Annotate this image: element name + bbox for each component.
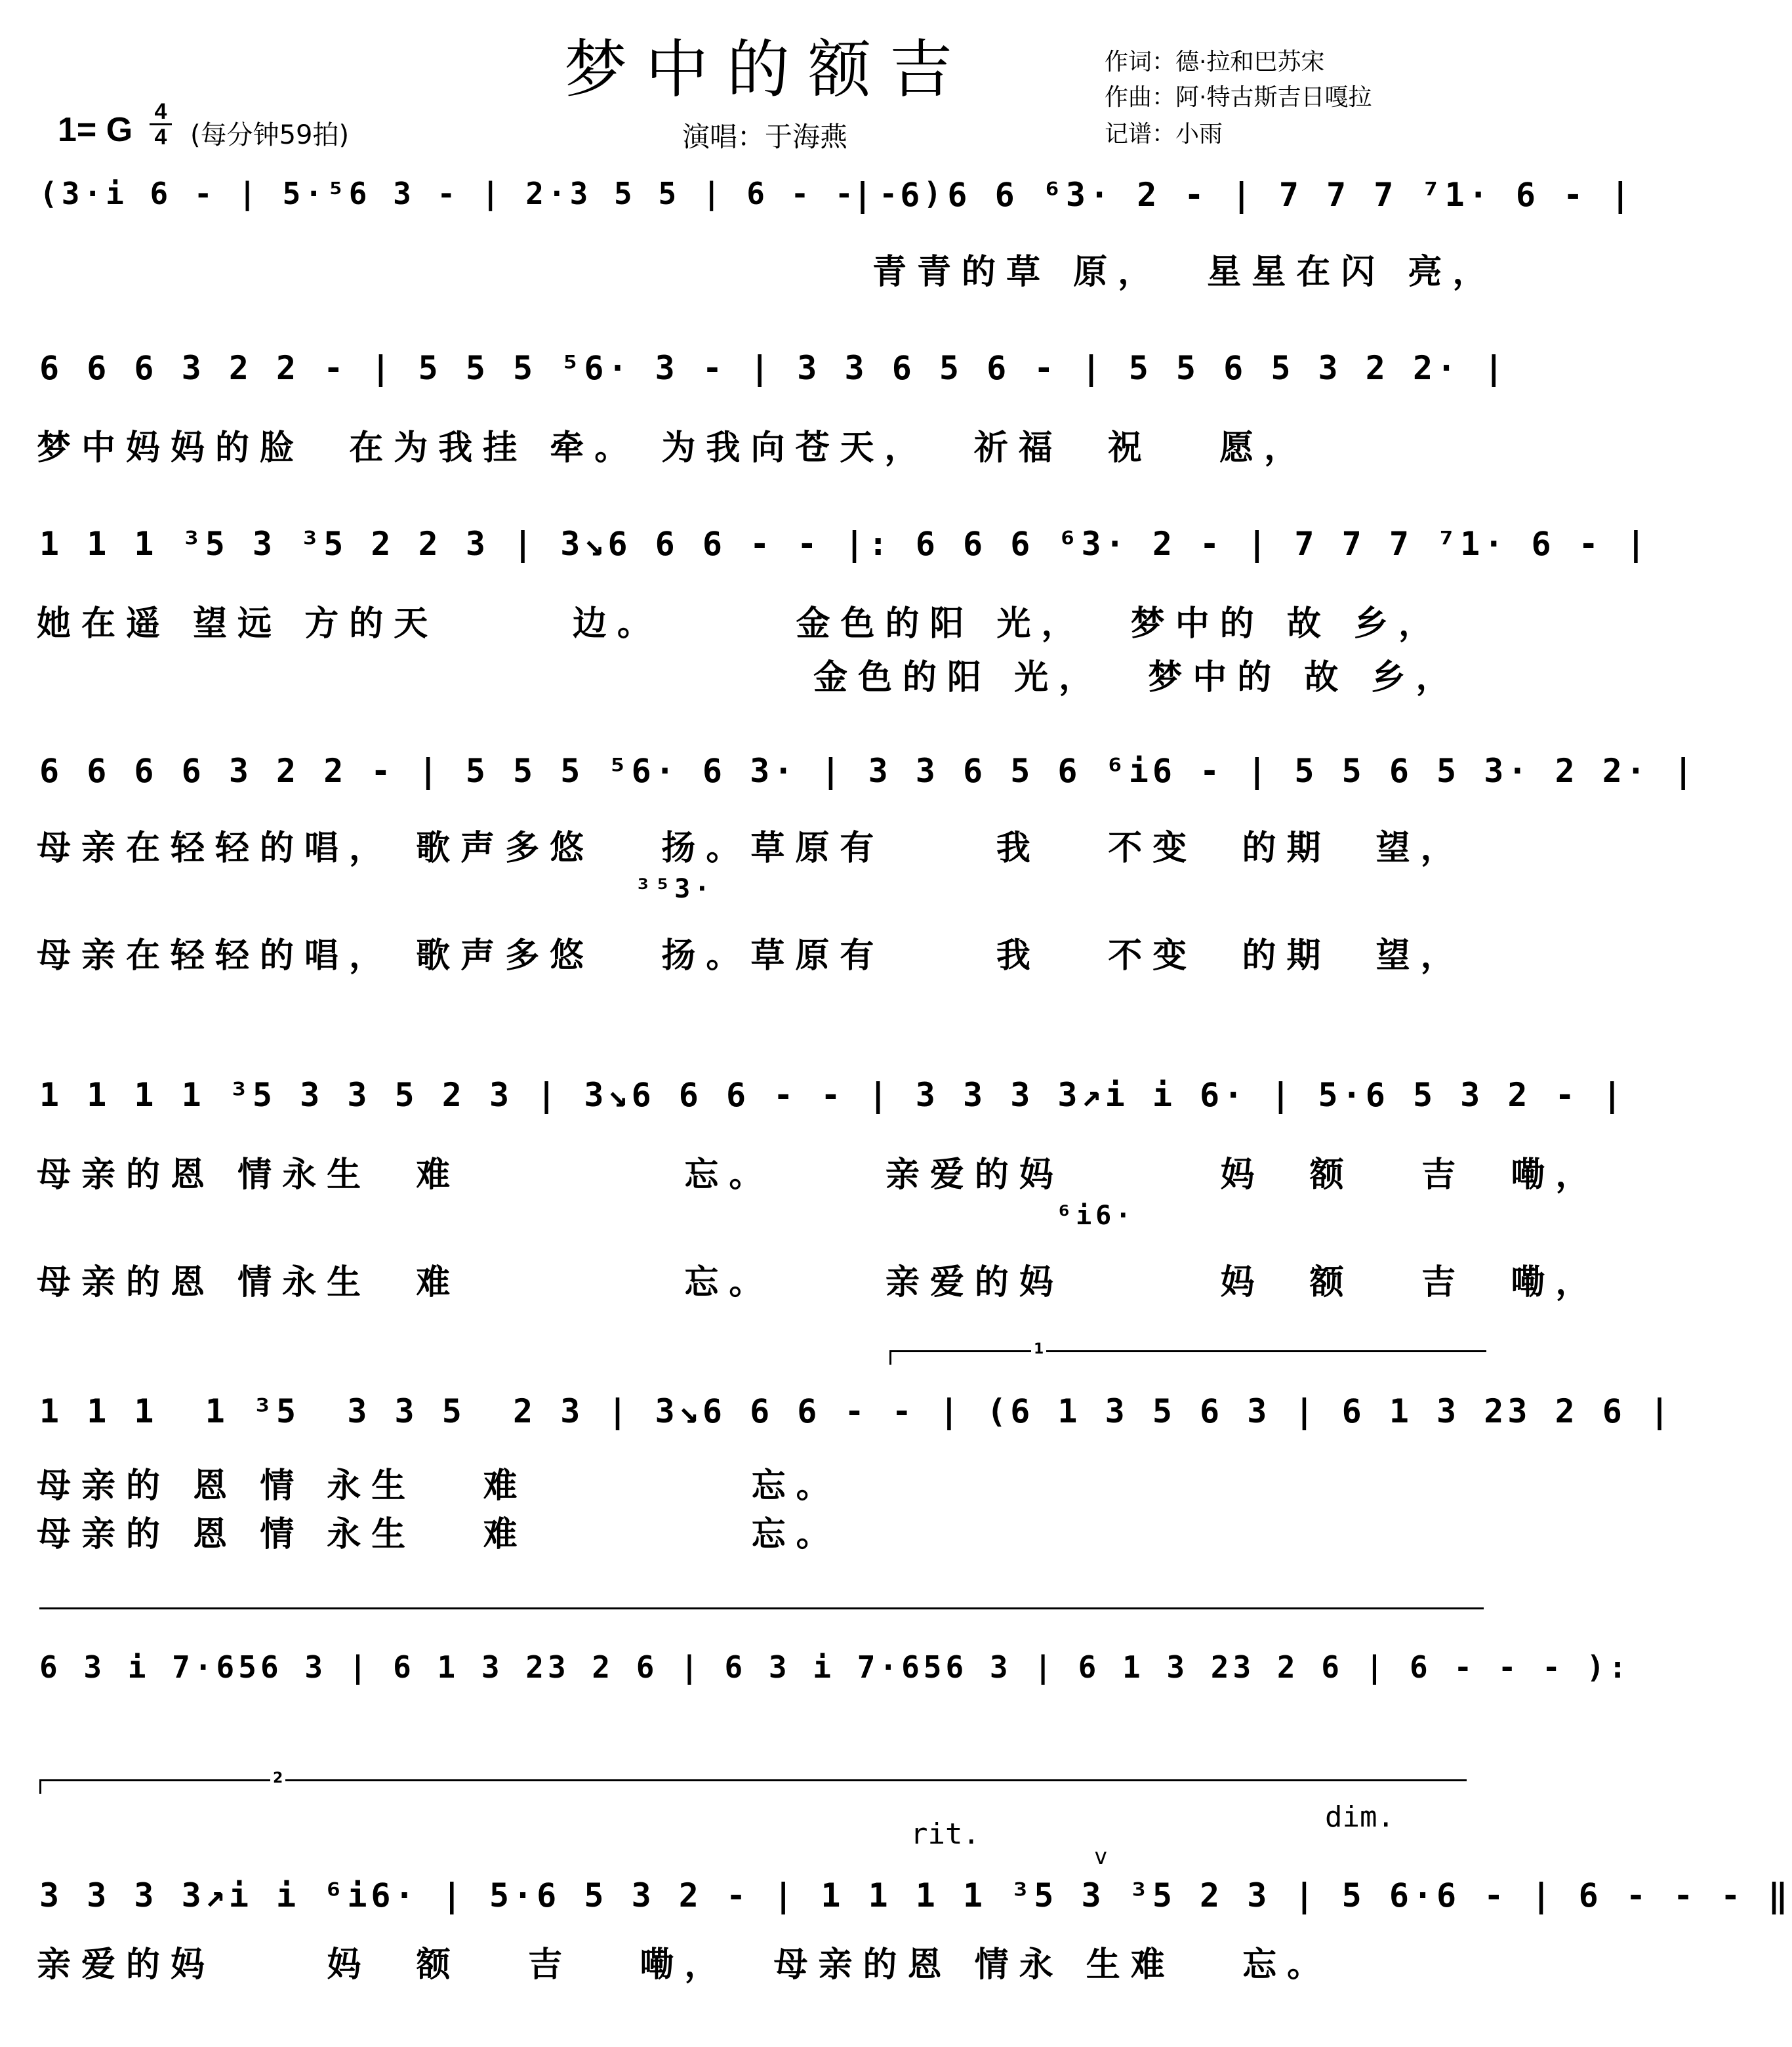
- diminuendo-marking: dim.: [1325, 1800, 1395, 1834]
- ritardando-marking: rit.: [910, 1817, 980, 1851]
- row8-melody: 3 3 3 3↗i i ⁶i6· | 5·6 5 3 2 - | 1 1 1 1 ³5 3 ³5 2 3 | 5 6·6 - | 6 - - - ‖: [39, 1876, 1792, 1914]
- row3-lyric-verse1: 她在遥 望远 方的天 边。 金色的阳 光， 梦中的 故 乡，: [37, 604, 1443, 644]
- time-signature-top: 4: [154, 99, 167, 124]
- row4-lyric-verse1: 母亲在轻轻的唱， 歌声多悠 扬。草原有 我 不变 的期 望，: [37, 829, 1465, 868]
- intro-notes: (3·i 6 - | 5·⁵6 3 - | 2·3 5 5 | 6 - - - ): [39, 176, 946, 211]
- volta-2-tick: [39, 1779, 41, 1794]
- breath-mark: v: [1094, 1844, 1108, 1870]
- key-signature: 1= G: [58, 111, 133, 149]
- row4-alternate-note: ³⁵3·: [635, 874, 714, 904]
- row1-lyric: 青青的草 原， 星星在闪 亮，: [872, 253, 1497, 292]
- row4-lyric-verse2: 母亲在轻轻的唱， 歌声多悠 扬。草原有 我 不变 的期 望，: [37, 936, 1465, 976]
- row3-melody: 1 1 1 ³5 3 ³5 2 2 3 | 3↘6 6 6 - - |: 6 6 6 ⁶3· 2 - | 7 7 7 ⁷1· 6 - |: [39, 525, 1650, 563]
- row5-melody: 1 1 1 1 ³5 3 3 5 2 3 | 3↘6 6 6 - - | 3 3 3 3↗i i 6· | 5·6 5 3 2 - |: [39, 1076, 1626, 1114]
- row2-lyric: 梦中妈妈的脸 在为我挂 牵。 为我向苍天， 祈福 祝 愿，: [37, 428, 1309, 468]
- row4-melody: 6 6 6 6 3 2 2 - | 5 5 5 ⁵6· 6 3· | 3 3 6 5 6 ⁶i6 - | 5 5 6 5 3· 2 2· |: [39, 752, 1698, 790]
- composer-credit: 作曲：阿·特古斯吉日嘎拉: [1105, 84, 1372, 111]
- row2-melody: 6 6 6 3 2 2 - | 5 5 5 ⁵6· 3 - | 3 3 6 5 6 - | 5 5 6 5 3 2 2· |: [39, 349, 1508, 387]
- tempo-marking: (每分钟59拍): [190, 120, 350, 150]
- singer-credit: 演唱：于海燕: [682, 121, 848, 153]
- row5-lyric-verse2: 母亲的恩 情永生 难 忘。 亲爱的妈 妈 额 吉 嘞，: [37, 1263, 1600, 1302]
- row6-melody: 1 1 1 1 ³5 3 3 5 2 3 | 3↘6 6 6 - - | (6 1 3 5 6 3 | 6 1 3 23 2 6 |: [39, 1392, 1674, 1430]
- row8-lyric: 亲爱的妈 妈 额 吉 嘞， 母亲的恩 情永 生难 忘。: [37, 1945, 1332, 1985]
- row6-lyric-verse2: 母亲的 恩 情 永生 难 忘。: [37, 1515, 841, 1554]
- volta-1-continuation: [39, 1607, 1484, 1609]
- time-signature-bottom: 4: [154, 125, 167, 150]
- row5-lyric-verse1: 母亲的恩 情永生 难 忘。 亲爱的妈 妈 额 吉 嘞，: [37, 1155, 1600, 1195]
- row5-alternate-note: ⁶i6·: [1056, 1201, 1135, 1231]
- volta-1-bracket: [889, 1350, 1486, 1352]
- row6-lyric-verse1: 母亲的 恩 情 永生 难 忘。: [37, 1466, 841, 1506]
- row3-lyric-verse2: 金色的阳 光， 梦中的 故 乡，: [813, 658, 1461, 697]
- transcriber-credit: 记谱：小雨: [1105, 121, 1223, 148]
- song-title: 梦中的额吉: [564, 33, 971, 106]
- row1-melody: | 6 6 6 ⁶3· 2 - | 7 7 7 ⁷1· 6 - |: [853, 176, 1635, 214]
- volta-1-tick: [889, 1350, 891, 1365]
- volta-1-number: 1: [1031, 1341, 1046, 1357]
- volta-2-number: 2: [270, 1770, 285, 1787]
- volta-2-bracket: [39, 1779, 1467, 1781]
- row7-melody: 6 3 i 7·656 3 | 6 1 3 23 2 6 | 6 3 i 7·656 3 | 6 1 3 23 2 6 | 6 - - - ):: [39, 1649, 1631, 1685]
- time-signature: [150, 101, 172, 148]
- lyricist-credit: 作词：德·拉和巴苏宋: [1105, 49, 1325, 75]
